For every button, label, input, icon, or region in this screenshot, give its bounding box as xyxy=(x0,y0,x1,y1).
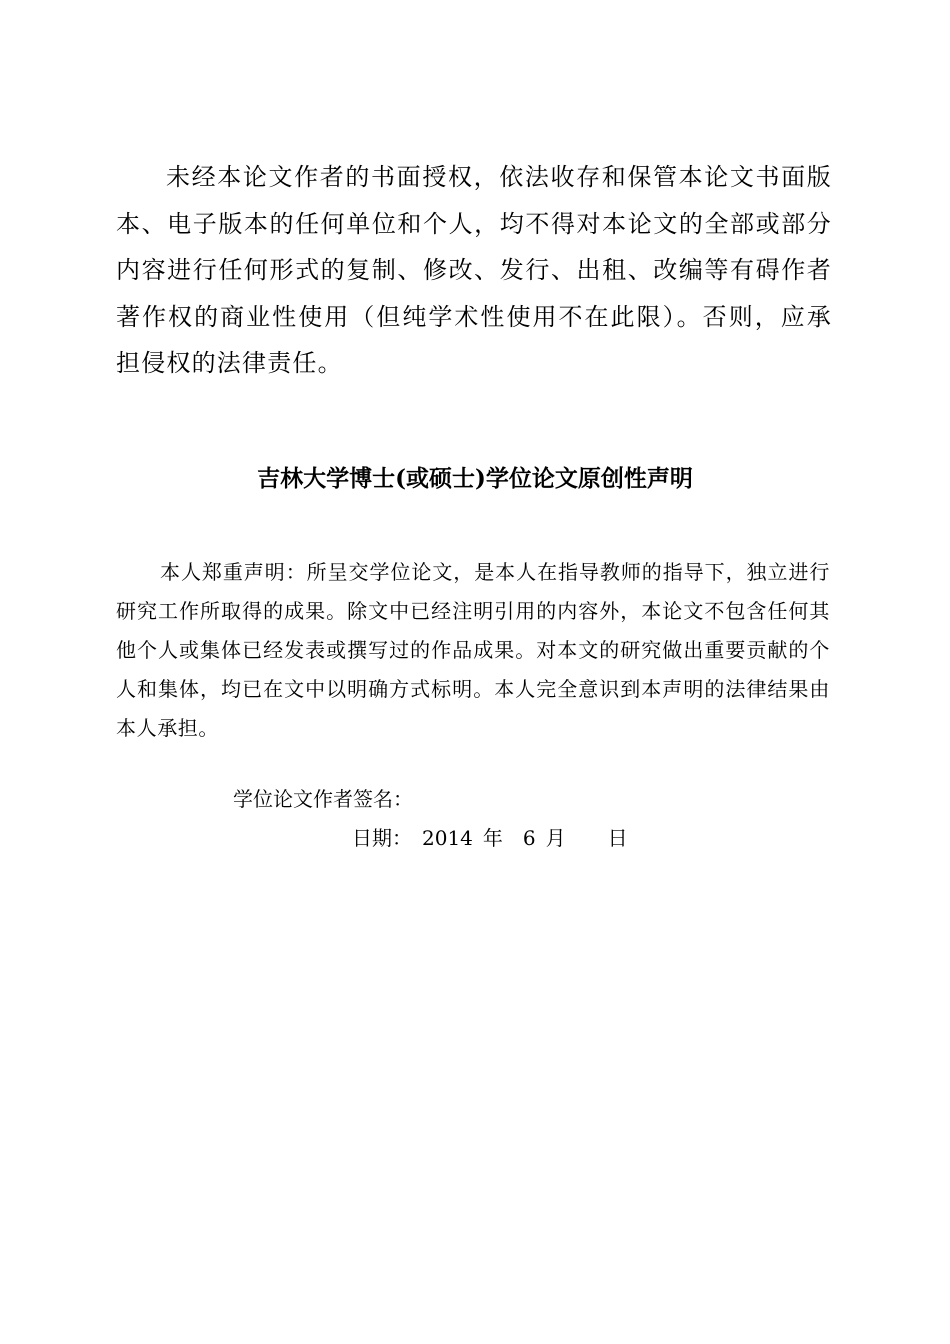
signature-label: 学位论文作者签名： xyxy=(233,787,413,811)
date-label: 日期： xyxy=(352,826,412,850)
date-year: 2014 xyxy=(422,826,473,850)
date-row xyxy=(352,823,628,853)
declaration-title: 吉林大学博士(或硕士)学位论文原创性声明 xyxy=(257,465,693,492)
date-year-unit: 年 xyxy=(482,826,503,850)
declaration-body-paragraph: 本人郑重声明：所呈交学位论文，是本人在指导教师的指导下，独立进行研究工作所取得的成果。除文中已经注明引用的内容外，本论文不包含任何其他个人或集体已经发表或撰写过的作品成果。对本文的研究做出重要贡献的个人和集体，均已在文中以明确方式标明。本人完全意识到本声明的法律结果由本人承担。 xyxy=(116,560,830,740)
date-day-unit: 日 xyxy=(607,826,628,850)
date-month-unit: 月 xyxy=(545,826,566,850)
copyright-notice-paragraph: 未经本论文作者的书面授权，依法收存和保管本论文书面版本、电子版本的任何单位和个人，均不得对本论文的全部或部分内容进行任何形式的复制、修改、发行、出租、改编等有碍作者著作权的商业性使用（但纯学术性使用不在此限）。否则，应承担侵权的法律责任。 xyxy=(116,163,832,377)
date-month: 6 xyxy=(522,826,536,850)
